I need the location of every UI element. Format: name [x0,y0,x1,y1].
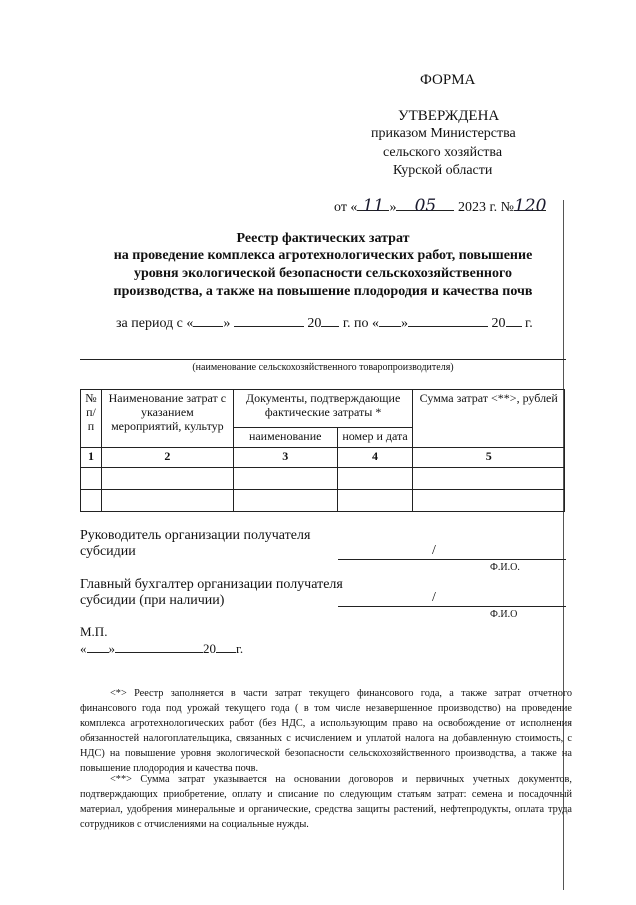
accountant-signature-line [338,606,566,607]
table-cell [233,490,337,512]
period-quote-close-2: » [401,316,409,331]
table-cell [81,490,102,512]
approval-line-3: Курской области [393,163,493,178]
head-fio-caption: Ф.И.О. [490,562,520,573]
footnote-1: <*> Реестр заполняется в части затрат текущего финансового года, а также затрат отчетного финансового года под урожай текущего года ( в том числе незавершенное производство) на проведение комплекса агротехнологических работ (без НДС, а использующим право на освобождение от исполнения обязанностей налогоплательщика, связанных с исчислением и уплатой налога на добавленную стоимость, с НДС) на повышение уровня экологической безопасности сельскохозяйственного производства, а также на повышение плодородия и качества почв. [80,688,572,774]
order-number-field [513,196,547,216]
costs-table [80,389,565,512]
order-month: 05 [414,196,437,216]
head-slash: / [432,543,436,558]
col-header-documents: Документы, подтверждающие фактические затраты * [233,390,413,428]
col-header-number: № п/п [81,390,102,448]
stamp-place-label: М.П. [80,624,108,639]
col-subheader-doc-number-date: номер и дата [337,428,413,448]
table-cell [101,468,233,490]
table-cell [337,468,413,490]
head-label-2: субсидии [80,544,136,559]
period-year-suffix: г. [525,316,533,331]
head-signature-line [338,559,566,560]
sig-date-close: » [108,641,115,656]
col-header-cost-name: Наименование затрат с указанием мероприятий, культур [101,390,233,448]
period-from-day [193,312,223,327]
order-date-prefix: от « [334,200,358,215]
title-line-2: на проведение комплекса агротехнологических работ, повышение [113,248,533,263]
table-cell [413,468,565,490]
table-cell [233,468,337,490]
index-cell: 5 [413,448,565,468]
order-year: 2023 г. № [457,200,514,215]
approval-line-2: сельского хозяйства [383,145,503,160]
table-row [81,490,565,512]
table-cell [337,490,413,512]
title-line-4: производства, а также на повышение плодородия и качества почв [113,284,533,299]
period-from-label: за период с « [116,316,194,331]
col-subheader-doc-name: наименование [233,428,337,448]
index-cell: 4 [337,448,413,468]
table-cell [413,490,565,512]
period-to-label: г. по « [342,316,380,331]
title-line-3: уровня экологической безопасности сельскохозяйственного [133,266,513,281]
period-year-prefix-2: 20 [491,316,506,331]
accountant-label-1: Главный бухгалтер организации получателя [80,577,343,592]
signature-date-line [80,638,243,657]
table-index-row [81,448,565,468]
period-from-month [234,312,304,327]
accountant-fio-caption: Ф.И.О [490,609,518,620]
sig-date-year-prefix: 20 [203,641,216,656]
approval-line-1: приказом Министерства [371,126,516,141]
order-date-line [334,196,546,216]
approved-label: УТВЕРЖДЕНА [398,108,500,124]
period-year-prefix: 20 [307,316,322,331]
sig-date-day [87,638,109,653]
period-to-month [408,312,488,327]
period-to-day [379,312,401,327]
period-line [116,312,533,332]
sig-date-year-suffix: г. [236,641,244,656]
sig-date-open: « [80,641,87,656]
title-line-1: Реестр фактических затрат [236,231,410,246]
table-cell [101,490,233,512]
footnote-2: <**> Сумма затрат указывается на основании договоров и первичных учетных документов, подтверждающих приобретение, оплату и списание по следующим статьям затрат: семена и посадочный материал, удобрения минеральные и органические, средства защиты растений, нефтепродукты, оплата труда сотрудников с отчислениями на социальные нужды. [80,774,572,830]
head-label-1: Руководитель организации получателя [80,528,311,543]
sig-date-month [115,638,203,653]
producer-caption: (наименование сельскохозяйственного товаропроизводителя) [192,362,454,373]
order-date-mid: » [389,200,397,215]
form-label: ФОРМА [420,72,476,88]
index-cell: 3 [233,448,337,468]
order-day-field [357,196,389,216]
table-row [81,468,565,490]
order-day: 11 [362,196,385,216]
accountant-label-2: субсидии (при наличии) [80,593,225,608]
table-cell [81,468,102,490]
period-from-year [321,312,339,327]
period-to-year [506,312,522,327]
sig-date-year [216,638,236,653]
producer-name-line [80,359,566,360]
period-quote-close: » [223,316,231,331]
index-cell: 1 [81,448,102,468]
index-cell: 2 [101,448,233,468]
accountant-slash: / [432,590,436,605]
col-header-sum: Сумма затрат <**>, рублей [413,390,565,448]
order-number: 120 [513,196,547,216]
order-month-field [396,196,454,216]
